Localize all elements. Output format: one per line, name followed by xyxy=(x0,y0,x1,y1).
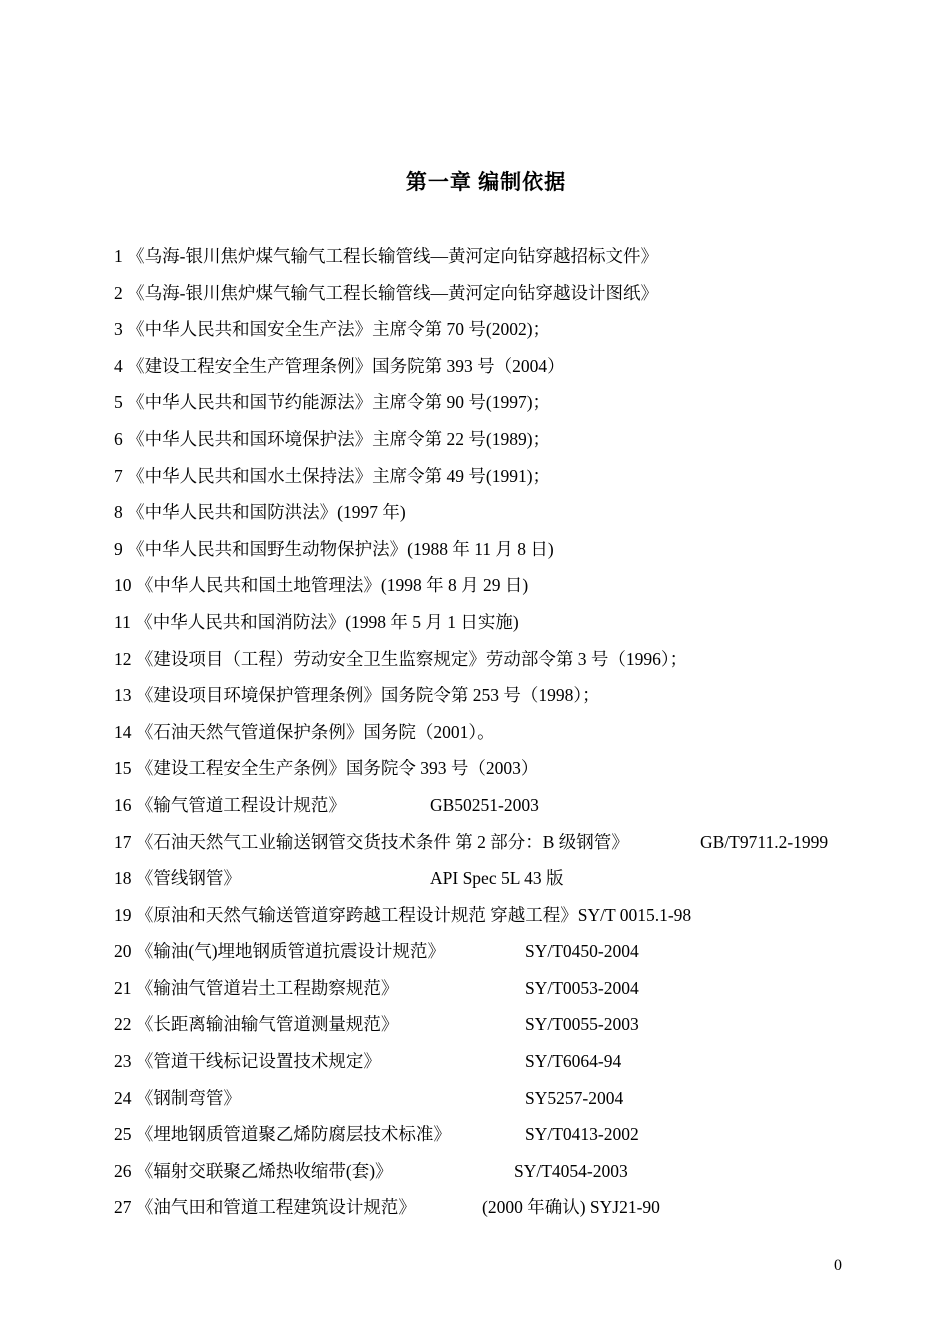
standard-code: SY/T0450-2004 xyxy=(525,941,639,962)
reference-text: 10 《中华人民共和国土地管理法》(1998 年 8 月 29 日) xyxy=(114,575,529,596)
reference-item xyxy=(114,610,914,647)
reference-text: 26 《辐射交联聚乙烯热收缩带(套)》 xyxy=(114,1160,393,1181)
reference-item xyxy=(114,317,914,354)
reference-text: 14 《石油天然气管道保护条例》国务院（2001）。 xyxy=(114,721,495,742)
standard-code: GB50251-2003 xyxy=(430,794,539,815)
reference-text: 11 《中华人民共和国消防法》(1998 年 5 月 1 日实施) xyxy=(114,611,519,632)
reference-text: 27 《油气田和管道工程建筑设计规范》 xyxy=(114,1197,416,1218)
reference-item xyxy=(114,1049,914,1086)
reference-text: 21 《输油气管道岩土工程勘察规范》 xyxy=(114,977,399,998)
reference-text: 5 《中华人民共和国节约能源法》主席令第 90 号(1997)； xyxy=(114,392,551,413)
reference-item xyxy=(114,1012,914,1049)
reference-item xyxy=(114,500,914,537)
reference-text: 16 《输气管道工程设计规范》 xyxy=(114,794,346,815)
reference-text: 2 《乌海-银川焦炉煤气输气工程长输管线—黄河定向钻穿越设计图纸》 xyxy=(114,282,658,303)
standard-code: SY/T0413-2002 xyxy=(525,1124,639,1145)
standard-code: API Spec 5L 43 版 xyxy=(430,868,564,889)
reference-item xyxy=(114,244,914,281)
reference-item xyxy=(114,903,914,940)
standard-code: (2000 年确认) SYJ21-90 xyxy=(482,1197,660,1218)
standard-code: SY/T0053-2004 xyxy=(525,977,639,998)
reference-item xyxy=(114,281,914,318)
standard-code: SY/T4054-2003 xyxy=(514,1160,628,1181)
reference-text: 18 《管线钢管》 xyxy=(114,868,241,889)
reference-text: 22 《长距离输油输气管道测量规范》 xyxy=(114,1014,399,1035)
reference-text: 6 《中华人民共和国环境保护法》主席令第 22 号(1989)； xyxy=(114,428,551,449)
reference-item xyxy=(114,1159,914,1196)
reference-text: 1 《乌海-银川焦炉煤气输气工程长输管线—黄河定向钻穿越招标文件》 xyxy=(114,246,658,266)
reference-item xyxy=(114,390,914,427)
reference-text: 25 《埋地钢质管道聚乙烯防腐层技术标准》 xyxy=(114,1124,451,1145)
standard-code: SY5257-2004 xyxy=(525,1087,624,1108)
reference-text: 9 《中华人民共和国野生动物保护法》(1988 年 11 月 8 日) xyxy=(114,538,554,559)
standard-code: SY/T6064-94 xyxy=(525,1051,622,1072)
reference-text: 24 《钢制弯管》 xyxy=(114,1087,241,1108)
page-number: 0 xyxy=(834,1257,842,1274)
reference-item xyxy=(114,1195,914,1232)
reference-text: 17 《石油天然气工业输送钢管交货技术条件 第 2 部分：B 级钢管》 xyxy=(114,831,629,852)
reference-text: 3 《中华人民共和国安全生产法》主席令第 70 号(2002)； xyxy=(114,319,551,340)
reference-text: 7 《中华人民共和国水土保持法》主席令第 49 号(1991)； xyxy=(114,465,551,486)
reference-item xyxy=(114,683,914,720)
reference-item xyxy=(114,427,914,464)
standard-code: SY/T0055-2003 xyxy=(525,1014,639,1035)
reference-item xyxy=(114,866,914,903)
reference-item xyxy=(114,720,914,757)
reference-item xyxy=(114,976,914,1013)
reference-text: 4 《建设工程安全生产管理条例》国务院第 393 号（2004） xyxy=(114,355,565,376)
reference-text: 12 《建设项目（工程）劳动安全卫生监察规定》劳动部令第 3 号（1996）； xyxy=(114,648,688,669)
standard-code: GB/T9711.2-1999 xyxy=(700,831,829,852)
reference-item xyxy=(114,830,914,867)
reference-item xyxy=(114,573,914,610)
reference-text: 8 《中华人民共和国防洪法》(1997 年) xyxy=(114,502,406,523)
chapter-title: 第一章 编制依据 xyxy=(405,170,567,194)
reference-item xyxy=(114,537,914,574)
reference-list xyxy=(114,244,914,1232)
reference-item xyxy=(114,793,914,830)
reference-text: 13 《建设项目环境保护管理条例》国务院令第 253 号（1998）； xyxy=(114,685,600,706)
reference-text: 20 《输油(气)埋地钢质管道抗震设计规范》 xyxy=(114,941,446,962)
reference-item xyxy=(114,464,914,501)
reference-text: 23 《管道干线标记设置技术规定》 xyxy=(114,1051,381,1072)
reference-text: 15 《建设工程安全生产条例》国务院令 393 号（2003） xyxy=(114,758,539,779)
reference-item xyxy=(114,647,914,684)
reference-text: 19 《原油和天然气输送管道穿跨越工程设计规范 穿越工程》SY/T 0015.1-98 xyxy=(114,904,692,925)
reference-item xyxy=(114,756,914,793)
reference-item xyxy=(114,354,914,391)
reference-item xyxy=(114,1086,914,1123)
reference-item xyxy=(114,939,914,976)
reference-item xyxy=(114,1122,914,1159)
